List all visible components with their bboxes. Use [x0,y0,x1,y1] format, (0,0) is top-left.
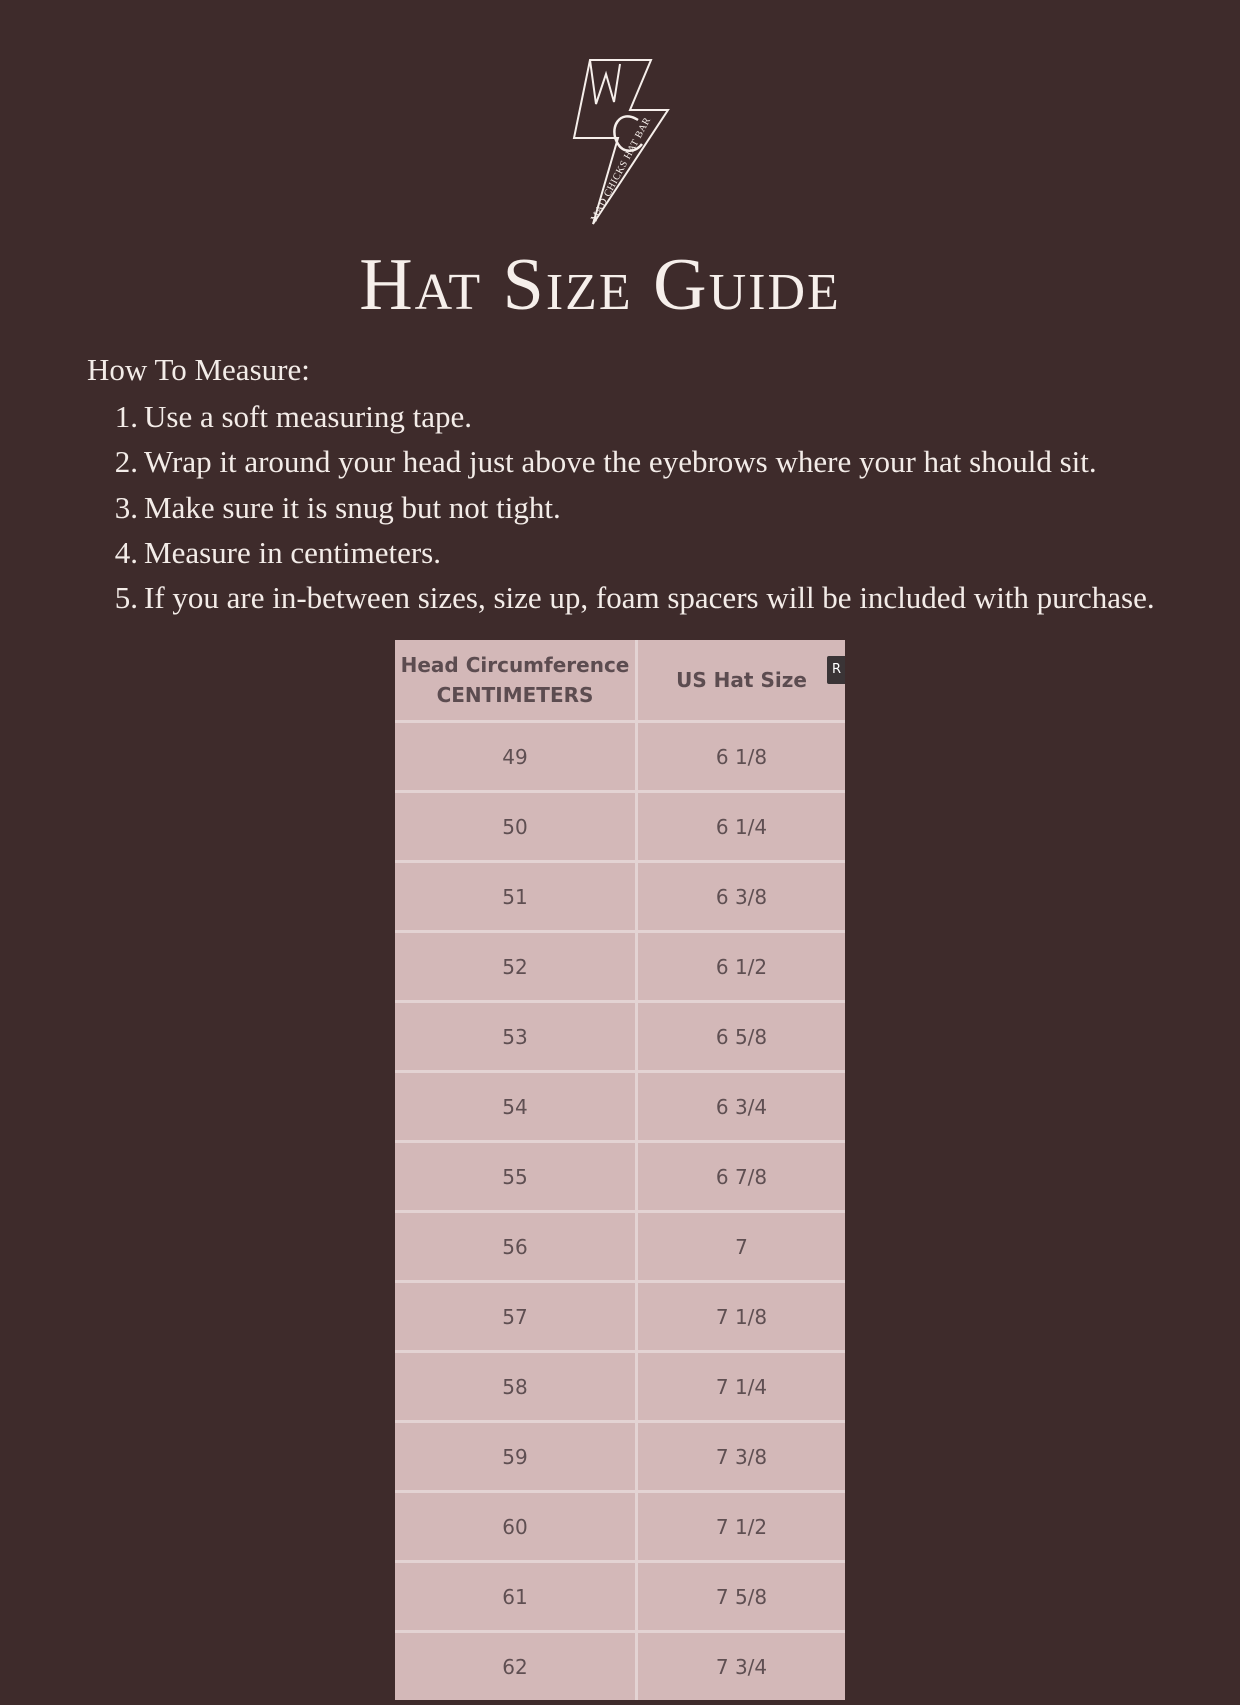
table-row [395,1562,845,1632]
step-item [87,443,1155,488]
step-number: 4. [114,534,138,570]
table-row [395,1632,845,1701]
brand-logo [568,58,688,228]
monogram-m [590,60,620,104]
us-size-cell: 7 1/2 [637,1492,846,1562]
measure-steps [87,398,1155,624]
cm-cell: 51 [395,862,637,932]
step-text: Use a soft measuring tape. [144,399,472,434]
table-row [395,1352,845,1422]
us-size-cell: 6 1/2 [637,932,846,1002]
cm-cell: 61 [395,1562,637,1632]
table-header-row [395,640,845,722]
cm-cell: 60 [395,1492,637,1562]
lightning-bolt-logo-icon [574,60,668,224]
us-size-cell: 6 5/8 [637,1002,846,1072]
table-row [395,1142,845,1212]
table-row [395,1282,845,1352]
step-text: Wrap it around your head just above the eyebrows where your hat should sit. [144,444,1097,480]
us-size-cell: 7 [637,1212,846,1282]
cm-cell: 50 [395,792,637,862]
cm-cell: 55 [395,1142,637,1212]
step-number: 2. [114,444,138,480]
table-row [395,932,845,1002]
table-row [395,722,845,792]
step-text: Make sure it is snug but not tight. [144,489,561,525]
us-size-cell: 7 3/8 [637,1422,846,1492]
cm-cell: 52 [395,932,637,1002]
cm-cell: 53 [395,1002,637,1072]
header-col1-line1: Head Circumference [400,653,630,677]
step-text: Measure in centimeters. [144,534,441,570]
step-item [87,489,1155,534]
header-head-circumference [395,640,637,722]
header-col1-line2: CENTIMETERS [436,683,594,707]
table-row [395,1072,845,1142]
table-row [395,1002,845,1072]
us-size-cell: 6 1/4 [637,792,846,862]
step-number: 3. [114,489,138,525]
us-size-cell: 6 1/8 [715,744,768,769]
edge-tag: R [827,656,845,684]
us-size-cell: 7 1/4 [637,1352,846,1422]
table-row [395,1422,845,1492]
table-row [395,1492,845,1562]
step-item [87,579,1155,624]
step-item [87,534,1155,579]
step-item [87,398,1155,443]
us-size-cell: 6 3/8 [637,862,846,932]
how-to-measure-heading: How To Measure: [87,352,310,387]
cm-cell: 57 [395,1282,637,1352]
cm-cell: 59 [395,1422,637,1492]
cm-cell: 58 [395,1352,637,1422]
logo-text: MAD CHICKS HAT BAR [588,115,654,224]
step-text: If you are in-between sizes, size up, foam spacers will be included with purchase. [144,580,1155,616]
cm-cell: 62 [395,1632,637,1701]
us-size-cell: 7 1/8 [637,1282,846,1352]
us-size-cell: 7 5/8 [637,1562,846,1632]
us-size-cell: 6 3/4 [637,1072,846,1142]
step-number: 5. [114,580,138,616]
page-title: Hat Size Guide [359,244,841,326]
cm-cell: 49 [395,722,637,792]
cm-cell: 54 [395,1072,637,1142]
size-chart-table [395,640,845,1700]
table-row [395,792,845,862]
us-size-cell: 6 7/8 [637,1142,846,1212]
header-us-hat-size: US Hat Size [637,640,846,722]
table-row [395,1212,845,1282]
table-row [395,862,845,932]
step-number: 1. [114,399,138,434]
us-size-cell: 7 3/4 [637,1632,846,1701]
cm-cell: 56 [395,1212,637,1282]
